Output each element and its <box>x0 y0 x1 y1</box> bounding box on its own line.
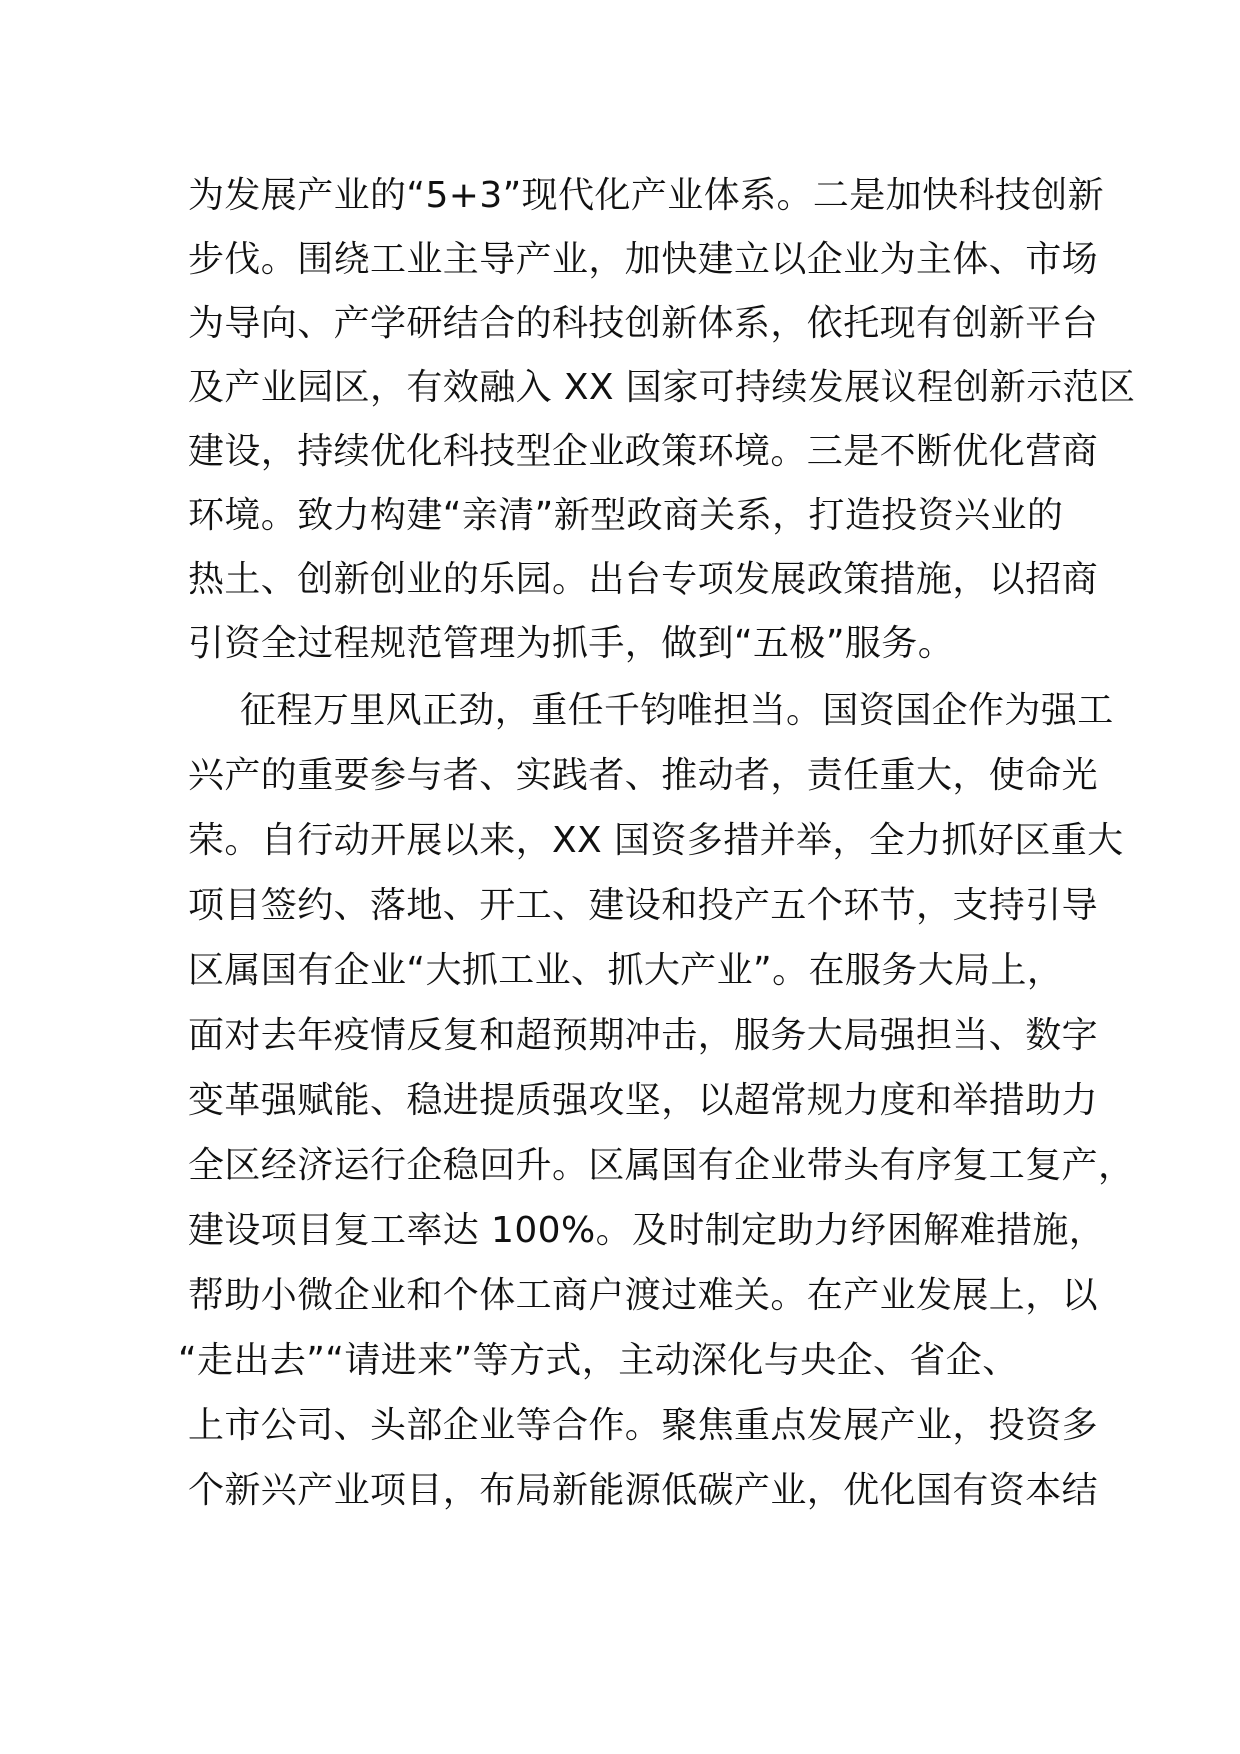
text-line: 上市公司、头部企业等合作。聚焦重点发展产业，投资多 <box>188 1405 1099 1446</box>
text-line: 及产业园区，有效融入 XX 国家可持续发展议程创新示范区 <box>188 367 1136 408</box>
text-line: 帮助小微企业和个体工商户渡过难关。在产业发展上，以 <box>188 1275 1099 1316</box>
text-line: 变革强赋能、稳进提质强攻坚，以超常规力度和举措助力 <box>188 1080 1099 1121</box>
text-line: 为发展产业的“5+3”现代化产业体系。二是加快科技创新 <box>188 175 1105 216</box>
text-line: 热土、创新创业的乐园。出台专项发展政策措施，以招商 <box>188 559 1099 600</box>
text-line: 步伐。围绕工业主导产业，加快建立以企业为主体、市场 <box>188 239 1099 280</box>
text-line: 项目签约、落地、开工、建设和投产五个环节，支持引导 <box>188 885 1099 926</box>
text-line: 荣。自行动开展以来，XX 国资多措并举，全力抓好区重大 <box>188 820 1124 861</box>
text-line: 建设项目复工率达 100%。及时制定助力纾困解难措施， <box>188 1210 1106 1251</box>
text-line: 环境。致力构建“亲清”新型政商关系，打造投资兴业的 <box>188 495 1064 536</box>
text-line: 区属国有企业“大抓工业、抓大产业”。在服务大局上， <box>188 950 1064 991</box>
text-line: 引资全过程规范管理为抓手，做到“五极”服务。 <box>188 623 955 664</box>
text-line: 为导向、产学研结合的科技创新体系，依托现有创新平台 <box>188 303 1099 344</box>
text-line: 面对去年疫情反复和超预期冲击，服务大局强担当、数字 <box>188 1015 1099 1056</box>
text-line: 个新兴产业项目，布局新能源低碳产业，优化国有资本结 <box>188 1470 1099 1511</box>
text-line: 建设，持续优化科技型企业政策环境。三是不断优化营商 <box>188 431 1099 472</box>
text-line: 全区经济运行企稳回升。区属国有企业带头有序复工复产， <box>188 1145 1135 1186</box>
text-line: “走出去”“请进来”等方式，主动深化与央企、省企、 <box>178 1340 1019 1381</box>
text-line: 征程万里风正劲，重任千钧唯担当。国资国企作为强工 <box>240 690 1114 731</box>
text-line: 兴产的重要参与者、实践者、推动者，责任重大，使命光 <box>188 755 1099 796</box>
